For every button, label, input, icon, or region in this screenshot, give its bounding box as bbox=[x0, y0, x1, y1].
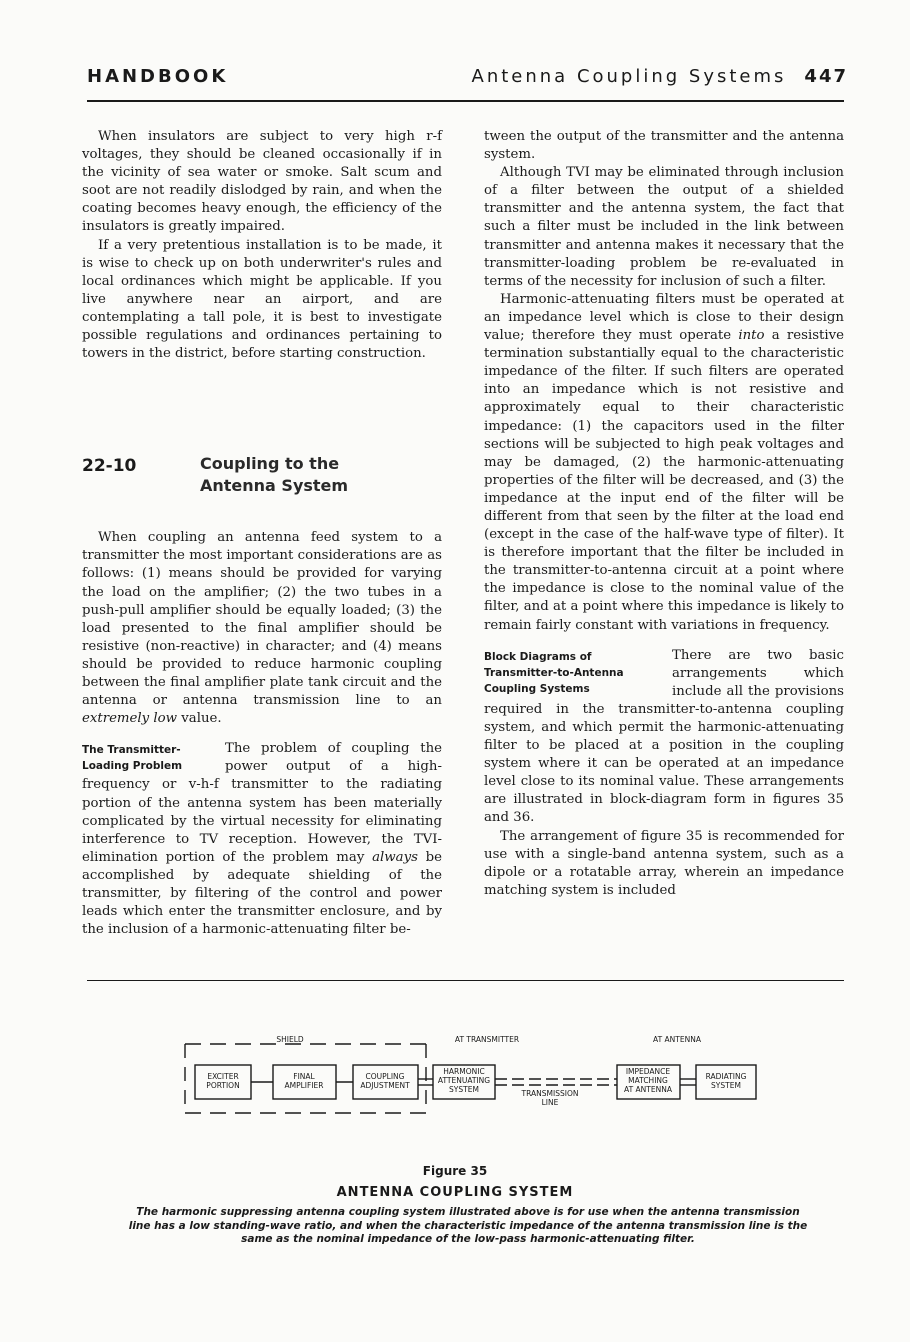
figure-title: ANTENNA COUPLING SYSTEM bbox=[336, 1185, 574, 1200]
label-impedance-1: IMPEDANCE bbox=[625, 1067, 671, 1076]
label-tline-1: TRANSMISSION bbox=[521, 1089, 579, 1098]
side-heading-line-2: Transmitter-to-Antenna bbox=[484, 666, 624, 679]
label-tline-2: LINE bbox=[541, 1098, 559, 1107]
block-diagrams-text: There are two basic arrangements which include all the provisions required in the transmitter-to-antenna coupling system, and which permit the harmonic-attenuating filter to be placed at a position in the coupling system where it can be operated at an impedance level close to its nominal value. These arrangements are illustrated in block-diagram form in figures 35 and 36. bbox=[484, 647, 844, 826]
paragraph-continued: tween the output of the transmitter and the antenna system. bbox=[484, 129, 844, 163]
filters-text-b: a resistive termination substantially equal to the characteristic impedance of the filter. If such filters are operated into an impedance which is not resistive and approximately equal to their characteristic impedance: (1) the capacitors used in the filter sections will be subjected to high peak voltages and may be damaged, (2) the harmonic-attenuating properties of the filter will be decreased, and (3) the impedance at the input end of the filter will be different from that seen by the filter at the load end (except in the case of the half-wave type of filter). It is therefore important that the filter be included in the transmitter-to-antenna circuit at a point where the impedance is close to the nominal value of the filter, and at a point where this impedance is likely to remain fairly constant with variations in frequency. bbox=[484, 328, 844, 633]
label-impedance-3: AT ANTENNA bbox=[624, 1085, 672, 1094]
label-radiating-1: RADIATING bbox=[705, 1072, 747, 1081]
chapter-title: Antenna Coupling Systems bbox=[471, 66, 787, 87]
figure-number: Figure 35 bbox=[422, 1164, 488, 1178]
section-title-line-2: Antenna System bbox=[200, 476, 349, 496]
side-heading-line-1: Block Diagrams of bbox=[484, 650, 592, 663]
considerations-end: value. bbox=[177, 711, 222, 727]
filters-italic: into bbox=[738, 328, 765, 344]
label-harmonic-2: ATTENUATING bbox=[437, 1076, 491, 1085]
filters-text-a: Harmonic-attenuating filters must be operated at an impedance level which is close to their design value; therefore they must operate bbox=[484, 291, 844, 344]
label-final-1: FINAL bbox=[293, 1072, 315, 1081]
label-radiating-2: SYSTEM bbox=[711, 1081, 741, 1090]
section-title-line-1: Coupling to the bbox=[200, 454, 340, 474]
paragraph-arrangement: The arrangement of figure 35 is recommended for use with a single-band antenna system, such as a dipole or a rotatable array, wherein an impedance matching system is included bbox=[484, 828, 844, 898]
label-exciter-1: EXCITER bbox=[207, 1072, 239, 1081]
figure-caption: The harmonic suppressing antenna coupling system illustrated above is for use when the antenna transmission line has a low standing-wave ratio, and when the characteristic impedance of the antenna transmission line is the same as the nominal impedance of the low-pass harmonic-attenuating filter. bbox=[128, 1206, 808, 1245]
label-final-2: AMPLIFIER bbox=[284, 1081, 324, 1090]
label-at-transmitter: AT TRANSMITTER bbox=[454, 1035, 520, 1044]
loading-text-a: The problem of coupling the power output of a high-frequency or v-h-f transmitter to the radiating portion of the antenna system has been materially complicated by the virtual necessity for eliminating interference to TV reception. However, the TVI-elimination portion of the problem may bbox=[82, 741, 442, 865]
label-harmonic-1: HARMONIC bbox=[443, 1067, 485, 1076]
loading-text-b: be accomplished by adequate shielding of the transmitter, by filtering of the control and power leads which enter the transmitter enclosure, and by the inclusion of a harmonic-attenuating filter be- bbox=[82, 849, 442, 938]
side-heading-line-2: Loading Problem bbox=[82, 760, 183, 773]
loading-italic: always bbox=[372, 849, 418, 865]
label-coupling-1: COUPLING bbox=[365, 1072, 405, 1081]
considerations-text: When coupling an antenna feed system to a transmitter the most important considerations are as follows: (1) means should be provided for varying the load on the amplifier; (2) the two tubes in a push-pull amplifier should be equally loaded; (3) the load presented to the final amplifier should be resistive (non-reactive) in character; and (4) means should be provided to reduce harmonic coupling between the final amplifier plate tank circuit and the antenna or antenna transmission line to an bbox=[82, 530, 442, 709]
label-harmonic-3: SYSTEM bbox=[449, 1085, 479, 1094]
label-exciter-2: PORTION bbox=[206, 1081, 240, 1090]
label-impedance-2: MATCHING bbox=[628, 1076, 668, 1085]
label-coupling-2: ADJUSTMENT bbox=[360, 1081, 410, 1090]
paragraph-insulators: When insulators are subject to very high r-f voltages, they should be cleaned occasionally if in the vicinity of sea water or smoke. Salt scum and soot are not readily dislodged by rain, and when the coating becomes heavy enough, the efficiency of the insulators is greatly impaired. bbox=[82, 129, 442, 235]
label-shield: SHIELD bbox=[276, 1035, 304, 1044]
section-number: 22-10 bbox=[82, 456, 137, 477]
running-header-book: HANDBOOK bbox=[87, 66, 229, 87]
page-number: 447 bbox=[804, 66, 848, 87]
paragraph-tvi: Although TVI may be eliminated through inclusion of a filter between the output of a shielded transmitter and the antenna system, the fact that such a filter must be included in the link between transmitter and antenna makes it necessary that the transmitter-loading problem be re-evaluated in terms of the necessity for inclusion of such a filter. bbox=[484, 165, 844, 289]
side-heading-line-3: Coupling Systems bbox=[484, 682, 590, 695]
considerations-italic: extremely low bbox=[82, 711, 178, 727]
paragraph-installation: If a very pretentious installation is to be made, it is wise to check up on both underwriter's rules and local ordinances which might be applicable. If you live anywhere near an airport, and are contemplating a tall pole, it is best to investigate possible regulations and ordinances pertaining to towers in the district, before starting construction. bbox=[82, 237, 442, 362]
label-at-antenna: AT ANTENNA bbox=[653, 1035, 701, 1044]
side-heading-line-1: The Transmitter- bbox=[82, 744, 181, 757]
